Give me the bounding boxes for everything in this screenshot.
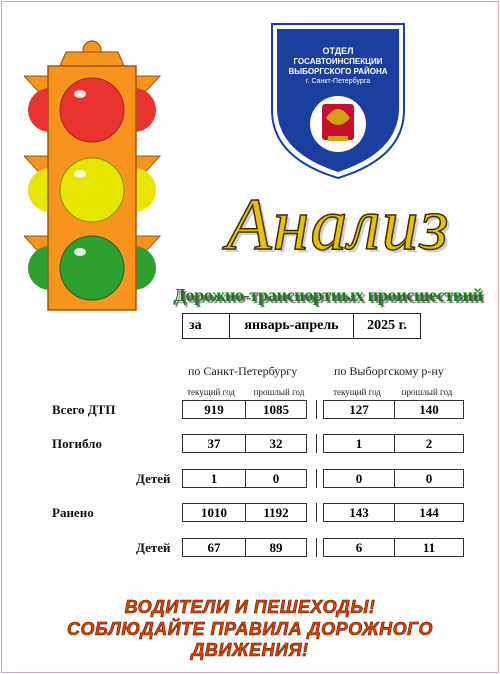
row-label-killed-children: Детей (136, 471, 171, 486)
cell-injured-vyborg-previous: 144 (394, 503, 464, 522)
cell-killed-vyborg-current: 1 (323, 434, 395, 453)
vyborg-previous-year-label: прошлый год (401, 387, 453, 397)
page-subtitle: Дорожно-транспортных происшествий (173, 285, 483, 305)
yellow-light-icon (60, 158, 124, 222)
cell-injured-children-spb-current: 67 (182, 538, 246, 557)
cell-total-spb-current: 919 (182, 400, 246, 419)
period-months: январь-апрель (229, 313, 354, 339)
traffic-police-emblem (268, 20, 408, 180)
cell-injured-children-spb-previous: 89 (245, 538, 307, 557)
column-divider (316, 503, 317, 522)
cell-killed-vyborg-previous: 2 (394, 434, 464, 453)
red-light-icon (60, 78, 124, 142)
column-divider (316, 538, 317, 557)
spb-current-year-label: текущий год (187, 387, 235, 397)
cell-killed-children-spb-previous: 0 (245, 469, 307, 488)
cell-total-spb-previous: 1085 (245, 400, 307, 419)
emblem-line-3: ВЫБОРГСКОГО РАЙОНА (288, 67, 388, 76)
row-label-total: Всего ДТП (52, 402, 116, 417)
green-light-icon (60, 236, 124, 300)
row-label-injured-children: Детей (136, 540, 171, 555)
slogan-line-2: СОБЛЮДАЙТЕ ПРАВИЛА ДОРОЖНОГО (67, 619, 433, 639)
column-divider (316, 434, 317, 453)
emblem-line-4: г. Санкт-Петербурга (305, 78, 371, 85)
page-title: Анализ (226, 184, 450, 266)
cell-injured-spb-previous: 1192 (245, 503, 307, 522)
region-spb-label: по Санкт-Петербургу (188, 364, 298, 378)
cell-killed-children-spb-current: 1 (182, 469, 246, 488)
region-vyborg-label: по Выборгскому р-ну (334, 364, 444, 378)
cell-injured-spb-current: 1010 (182, 503, 246, 522)
emblem-line-2: ГОСАВТОИНСПЕКЦИИ (293, 57, 383, 66)
cell-killed-children-vyborg-current: 0 (323, 469, 395, 488)
row-label-killed: Погибло (52, 436, 102, 451)
cell-injured-children-vyborg-previous: 11 (394, 538, 464, 557)
cell-total-vyborg-current: 127 (323, 400, 395, 419)
cell-killed-spb-current: 37 (182, 434, 246, 453)
cell-killed-spb-previous: 32 (245, 434, 307, 453)
period-year: 2025 г. (353, 313, 421, 339)
cell-total-vyborg-previous: 140 (394, 400, 464, 419)
column-divider (316, 400, 317, 419)
cell-injured-vyborg-current: 143 (323, 503, 395, 522)
spb-previous-year-label: прошлый год (253, 387, 305, 397)
traffic-light-icon (24, 36, 164, 312)
slogan-line-1: ВОДИТЕЛИ И ПЕШЕХОДЫ! (124, 597, 376, 617)
period-prefix: за (182, 313, 230, 339)
cell-injured-children-vyborg-current: 6 (323, 538, 395, 557)
emblem-line-1: ОТДЕЛ (322, 46, 354, 56)
row-label-injured: Ранено (52, 505, 94, 520)
cell-killed-children-vyborg-previous: 0 (394, 469, 464, 488)
column-divider (316, 469, 317, 488)
vyborg-current-year-label: текущий год (333, 387, 381, 397)
slogan-line-3: ДВИЖЕНИЯ! (191, 640, 309, 660)
